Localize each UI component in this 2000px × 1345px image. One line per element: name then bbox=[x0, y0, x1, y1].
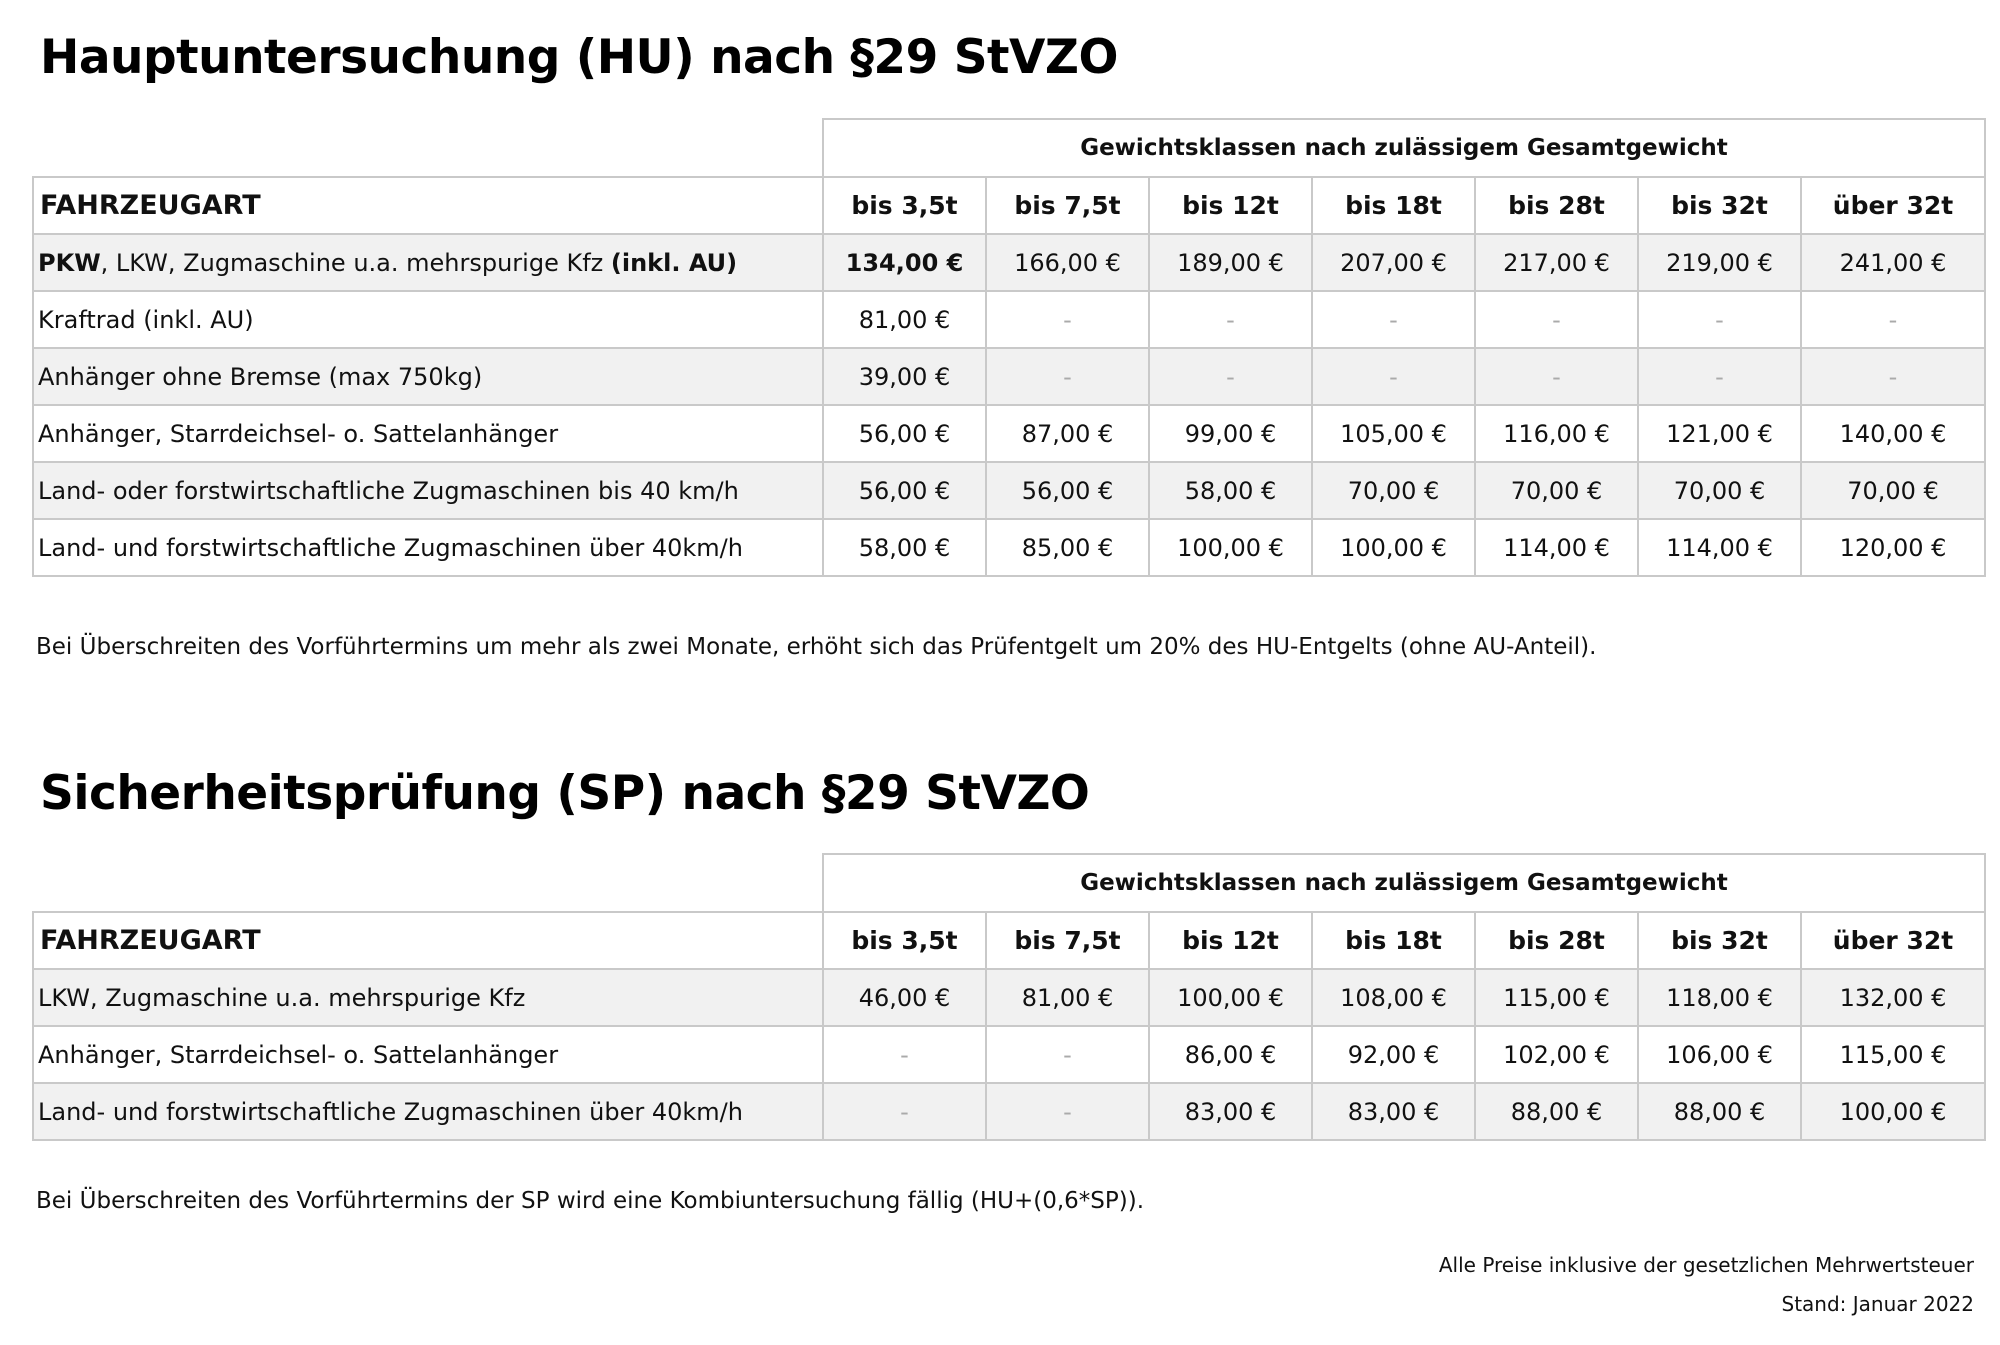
price-cell: - bbox=[986, 291, 1149, 348]
table-row bbox=[33, 1083, 1985, 1140]
weight-class-group-header: Gewichtsklassen nach zulässigem Gesamtgewicht bbox=[823, 119, 1985, 177]
price-cell: 106,00 € bbox=[1638, 1026, 1801, 1083]
price-cell: 105,00 € bbox=[1312, 405, 1475, 462]
hu-price-table bbox=[32, 118, 1986, 577]
date-notice: Stand: Januar 2022 bbox=[1781, 1292, 1974, 1316]
table-row bbox=[33, 291, 1985, 348]
price-cell: 56,00 € bbox=[986, 462, 1149, 519]
column-header: bis 7,5t bbox=[986, 912, 1149, 969]
row-label: LKW, Zugmaschine u.a. mehrspurige Kfz bbox=[33, 969, 823, 1026]
price-cell: 166,00 € bbox=[986, 234, 1149, 291]
price-cell: - bbox=[1475, 291, 1638, 348]
price-cell: - bbox=[1638, 291, 1801, 348]
price-cell: 99,00 € bbox=[1149, 405, 1312, 462]
price-cell: - bbox=[1475, 348, 1638, 405]
price-cell: 132,00 € bbox=[1801, 969, 1985, 1026]
vehicle-type-header: FAHRZEUGART bbox=[33, 912, 823, 969]
column-header: bis 18t bbox=[1312, 912, 1475, 969]
price-cell: 100,00 € bbox=[1149, 519, 1312, 576]
vat-notice: Alle Preise inklusive der gesetzlichen Mehrwertsteuer bbox=[1438, 1253, 1974, 1277]
table-row bbox=[33, 1026, 1985, 1083]
row-label-bold: (inkl. AU) bbox=[610, 248, 738, 277]
price-cell: 241,00 € bbox=[1801, 234, 1985, 291]
price-cell: 88,00 € bbox=[1475, 1083, 1638, 1140]
price-cell: - bbox=[823, 1083, 986, 1140]
price-cell: 121,00 € bbox=[1638, 405, 1801, 462]
column-header: bis 32t bbox=[1638, 912, 1801, 969]
price-cell: - bbox=[1312, 348, 1475, 405]
price-cell: 115,00 € bbox=[1475, 969, 1638, 1026]
price-cell: 114,00 € bbox=[1475, 519, 1638, 576]
price-cell: 83,00 € bbox=[1312, 1083, 1475, 1140]
price-cell: 189,00 € bbox=[1149, 234, 1312, 291]
price-cell: 58,00 € bbox=[823, 519, 986, 576]
price-cell: 120,00 € bbox=[1801, 519, 1985, 576]
price-cell: 140,00 € bbox=[1801, 405, 1985, 462]
column-header: bis 12t bbox=[1149, 177, 1312, 234]
price-cell: 100,00 € bbox=[1801, 1083, 1985, 1140]
column-header: bis 28t bbox=[1475, 177, 1638, 234]
price-cell: - bbox=[823, 1026, 986, 1083]
price-cell: 39,00 € bbox=[823, 348, 986, 405]
price-cell: - bbox=[1149, 348, 1312, 405]
price-cell: 134,00 € bbox=[823, 234, 986, 291]
sp-title: Sicherheitsprüfung (SP) nach §29 StVZO bbox=[40, 766, 1090, 821]
price-cell: - bbox=[1638, 348, 1801, 405]
row-label bbox=[33, 234, 823, 291]
price-cell: 207,00 € bbox=[1312, 234, 1475, 291]
hu-note: Bei Überschreiten des Vorführtermins um mehr als zwei Monate, erhöht sich das Prüfentgelt um 20% des HU-Entgelts (ohne AU-Anteil). bbox=[36, 634, 1597, 660]
row-label: Kraftrad (inkl. AU) bbox=[33, 291, 823, 348]
price-cell: - bbox=[986, 1026, 1149, 1083]
row-label-text: , LKW, Zugmaschine u.a. mehrspurige Kfz bbox=[100, 248, 611, 277]
price-cell: 88,00 € bbox=[1638, 1083, 1801, 1140]
price-cell: 108,00 € bbox=[1312, 969, 1475, 1026]
price-cell: - bbox=[986, 1083, 1149, 1140]
price-cell: 219,00 € bbox=[1638, 234, 1801, 291]
price-cell: 92,00 € bbox=[1312, 1026, 1475, 1083]
column-header: über 32t bbox=[1801, 177, 1985, 234]
price-cell: - bbox=[986, 348, 1149, 405]
column-header: bis 32t bbox=[1638, 177, 1801, 234]
price-cell: 56,00 € bbox=[823, 462, 986, 519]
table-row bbox=[33, 405, 1985, 462]
price-cell: 81,00 € bbox=[986, 969, 1149, 1026]
price-cell: - bbox=[1801, 348, 1985, 405]
sp-note: Bei Überschreiten des Vorführtermins der SP wird eine Kombiuntersuchung fällig (HU+(0,6*SP)). bbox=[36, 1188, 1145, 1214]
column-header: bis 18t bbox=[1312, 177, 1475, 234]
price-cell: - bbox=[1312, 291, 1475, 348]
price-cell: 81,00 € bbox=[823, 291, 986, 348]
weight-class-group-header: Gewichtsklassen nach zulässigem Gesamtgewicht bbox=[823, 854, 1985, 912]
price-cell: 87,00 € bbox=[986, 405, 1149, 462]
table-row bbox=[33, 462, 1985, 519]
column-header: bis 28t bbox=[1475, 912, 1638, 969]
price-cell: - bbox=[1801, 291, 1985, 348]
price-cell: 102,00 € bbox=[1475, 1026, 1638, 1083]
empty-corner-cell bbox=[33, 854, 823, 912]
price-cell: 46,00 € bbox=[823, 969, 986, 1026]
price-cell: 70,00 € bbox=[1475, 462, 1638, 519]
price-cell: 83,00 € bbox=[1149, 1083, 1312, 1140]
price-cell: 86,00 € bbox=[1149, 1026, 1312, 1083]
column-header-row bbox=[33, 177, 1985, 234]
row-label: Land- und forstwirtschaftliche Zugmaschinen über 40km/h bbox=[33, 1083, 823, 1140]
price-cell: 70,00 € bbox=[1801, 462, 1985, 519]
price-cell: 70,00 € bbox=[1638, 462, 1801, 519]
group-header-row bbox=[33, 119, 1985, 177]
row-label: Anhänger, Starrdeichsel- o. Sattelanhänger bbox=[33, 405, 823, 462]
row-label: Land- oder forstwirtschaftliche Zugmaschinen bis 40 km/h bbox=[33, 462, 823, 519]
table-row bbox=[33, 234, 1985, 291]
row-label: Anhänger ohne Bremse (max 750kg) bbox=[33, 348, 823, 405]
column-header: über 32t bbox=[1801, 912, 1985, 969]
table-row bbox=[33, 969, 1985, 1026]
price-cell: 115,00 € bbox=[1801, 1026, 1985, 1083]
price-cell: 56,00 € bbox=[823, 405, 986, 462]
row-label-bold: PKW bbox=[38, 248, 101, 277]
price-cell: 85,00 € bbox=[986, 519, 1149, 576]
group-header-row bbox=[33, 854, 1985, 912]
row-label: Anhänger, Starrdeichsel- o. Sattelanhänger bbox=[33, 1026, 823, 1083]
column-header: bis 3,5t bbox=[823, 912, 986, 969]
table-row bbox=[33, 348, 1985, 405]
price-cell: 58,00 € bbox=[1149, 462, 1312, 519]
price-cell: 116,00 € bbox=[1475, 405, 1638, 462]
empty-corner-cell bbox=[33, 119, 823, 177]
price-cell: 114,00 € bbox=[1638, 519, 1801, 576]
price-cell: 217,00 € bbox=[1475, 234, 1638, 291]
column-header: bis 7,5t bbox=[986, 177, 1149, 234]
price-cell: 100,00 € bbox=[1149, 969, 1312, 1026]
column-header: bis 12t bbox=[1149, 912, 1312, 969]
vehicle-type-header: FAHRZEUGART bbox=[33, 177, 823, 234]
column-header: bis 3,5t bbox=[823, 177, 986, 234]
sp-price-table bbox=[32, 853, 1986, 1141]
table-row bbox=[33, 519, 1985, 576]
hu-title: Hauptuntersuchung (HU) nach §29 StVZO bbox=[40, 30, 1118, 85]
column-header-row bbox=[33, 912, 1985, 969]
price-cell: 100,00 € bbox=[1312, 519, 1475, 576]
row-label: Land- und forstwirtschaftliche Zugmaschinen über 40km/h bbox=[33, 519, 823, 576]
price-cell: 70,00 € bbox=[1312, 462, 1475, 519]
price-cell: 118,00 € bbox=[1638, 969, 1801, 1026]
price-cell: - bbox=[1149, 291, 1312, 348]
